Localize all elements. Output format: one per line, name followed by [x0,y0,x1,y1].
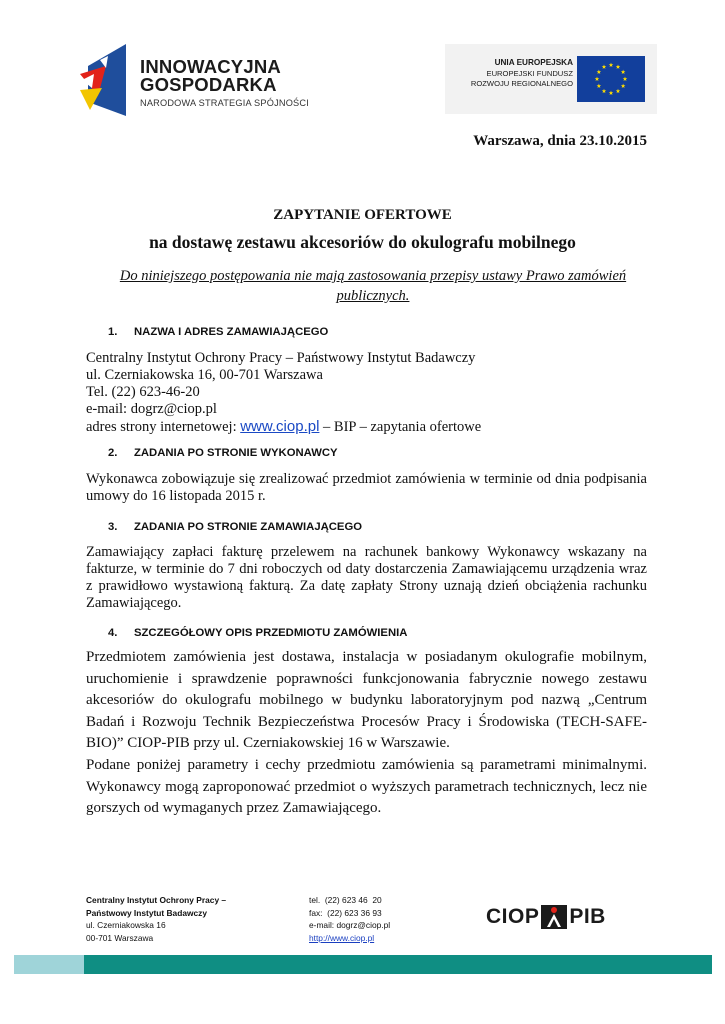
section-2-title: ZADANIA PO STRONIE WYKONAWCY [134,447,338,459]
website-link[interactable]: www.ciop.pl [240,418,320,435]
address-line-email: e-mail: dogrz@ciop.pl [86,401,217,417]
section-4-text2: Podane poniżej parametry i cechy przedmiotu zamówienia są parametrami minimalnymi. Wykonawcy mogą zaproponować przedmiot o wyższych parametrach technicznych, lecz nie gorszych od wymaganych przez Zamawiającego. [86,757,647,816]
section-4-heading [108,627,407,639]
footer-phone: tel. (22) 623 46 20 [309,895,382,905]
document-note: Do niniejszego postępowania nie mają zastosowania przepisy ustawy Prawo zamówień publicznych. [119,268,627,304]
address-line-institute: Centralny Instytut Ochrony Pracy – Państwowy Instytut Badawczy [86,350,476,366]
footer-bar-light [14,955,84,974]
section-1-title: NAZWA I ADRES ZAMAWIAJĄCEGO [134,326,329,338]
section-3-number: 3. [108,521,118,533]
innowacyjna-gospodarka-emblem-icon [80,44,126,116]
ciop-pib-emblem-icon [541,905,567,929]
ciop-pib-logo [486,904,606,930]
section-3-text: Zamawiający zapłaci fakturę przelewem na rachunek bankowy Wykonawcy wskazany na fakturze, w terminie do 7 dni roboczych od daty dostarczenia Zamawiającemu urządzenia wraz z prawidłowo wystawioną fakturą. Za datę zapłaty Strony uznają dzień obciążenia rachunku Zamawiającego. [86,544,647,611]
section-2-number: 2. [108,447,118,459]
footer-website-link[interactable]: http://www.ciop.pl [309,932,375,943]
ciop-logo-left: CIOP [486,905,540,928]
footer-fax: fax: (22) 623 36 93 [309,907,382,918]
page-footer [0,890,725,950]
ig-logo-line1: INNOWACYJNA [140,56,281,77]
eu-logo-line2: EUROPEJSKI FUNDUSZ [486,68,573,78]
eu-flag-icon [577,56,645,102]
footer-line-2: Państwowy Instytut Badawczy [86,907,207,918]
footer-address [86,894,226,944]
eu-logo-line3: ROZWOJU REGIONALNEGO [470,79,573,88]
ig-logo-line3: NARODOWA STRATEGIA SPÓJNOŚCI [140,98,309,108]
section-4-text: Przedmiotem zamówienia jest dostawa, instalacja w posiadanym okulografie mobilnym, uruchomienie i sprawdzenie poprawności funkcjonowania fabrycznie nowego zestawu akcesoriów do okulografu mobilnego w budynku laboratoryjnym pod nazwą „Centrum Badań i Rozwoju Technik Bezpieczeństwa Procesów Pracy i Środowiska (TECH-SAFE-BIO)” CIOP-PIB przy ul. Czerniakowskiej 16 w Warszawie. [86,649,647,751]
section-3-heading [108,521,362,533]
document-subtitle: na dostawę zestawu akcesoriów do okulografu mobilnego [149,232,576,252]
eu-logo [445,44,657,114]
document-date: Warszawa, dnia 23.10.2015 [473,133,647,149]
website-suffix: – BIP – zapytania ofertowe [319,419,482,435]
innowacyjna-gospodarka-logo [80,44,320,118]
footer-bar-dark [84,955,712,974]
section-1-heading [108,326,328,338]
section-1-body [86,350,647,436]
ciop-logo-right: PIB [569,905,606,928]
address-line-website [86,418,647,436]
ig-logo-line2: GOSPODARKA [140,74,277,95]
section-2-text: Wykonawca zobowiązuje się zrealizować przedmiot zamówienia w terminie od dnia podpisania umowy do 16 listopada 2015 r. [86,471,647,504]
section-4-title: SZCZEGÓŁOWY OPIS PRZEDMIOTU ZAMÓWIENIA [134,627,408,639]
footer-line-4: 00-701 Warszawa [86,932,154,943]
section-2-heading [108,447,338,459]
footer-email: e-mail: dogrz@ciop.pl [309,920,391,931]
website-prefix: adres strony internetowej: [86,419,241,435]
footer-line-3: ul. Czerniakowska 16 [86,920,166,931]
eu-logo-line1: UNIA EUROPEJSKA [494,58,573,67]
address-line-street: ul. Czerniakowska 16, 00-701 Warszawa [86,367,323,383]
section-4-number: 4. [108,627,118,639]
section-1-number: 1. [108,326,118,338]
footer-line-1: Centralny Instytut Ochrony Pracy – [86,895,227,905]
footer-contact [309,894,390,944]
section-3-title: ZADANIA PO STRONIE ZAMAWIAJĄCEGO [134,521,363,533]
document-title: ZAPYTANIE OFERTOWE [273,207,452,223]
address-line-phone: Tel. (22) 623-46-20 [86,384,200,400]
